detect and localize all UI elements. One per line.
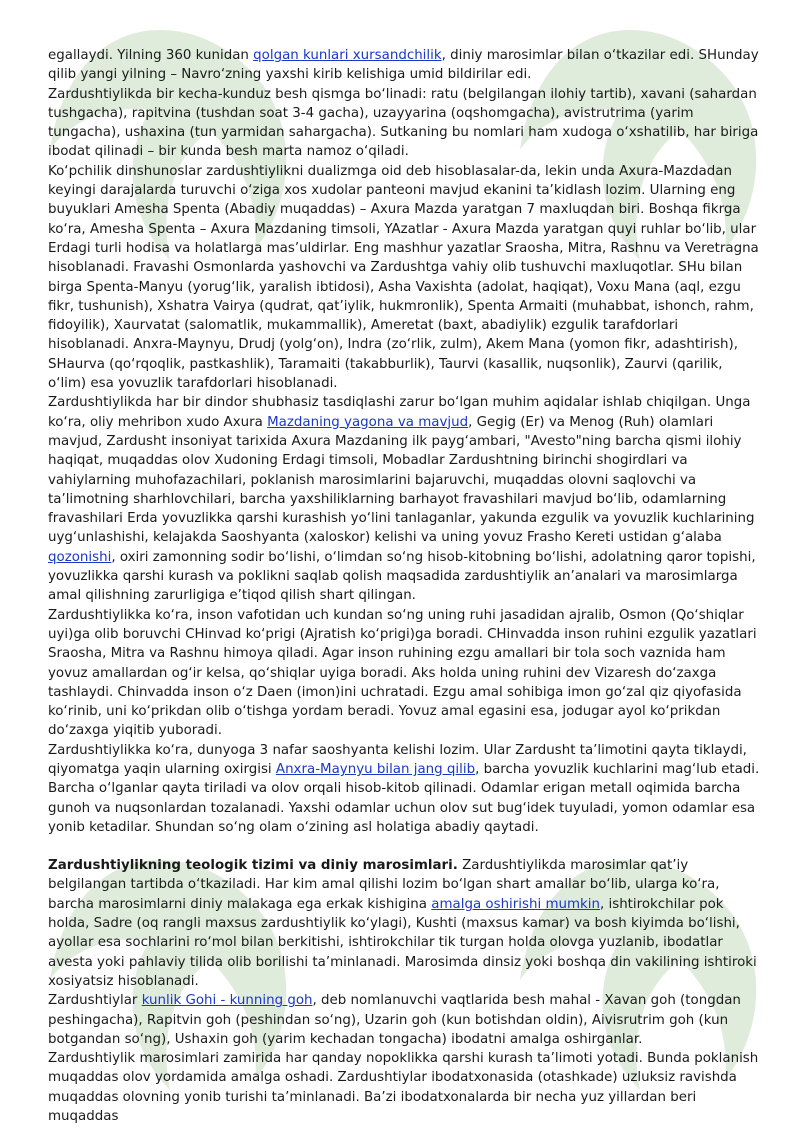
paragraph-3 — [48, 162, 760, 394]
paragraph-1-text-b: , diniy marosimlar bilan o‘tkazilar edi. SHunday qilib yangi yilning – Navro‘zning yaxshi kirib kelishiga umid bildirilar edi. — [48, 48, 759, 83]
paragraph-6-text-a: Zardushtiylikka ko‘ra, dunyoga 3 nafar saoshyanta kelishi lozim. Ular Zardusht ta’limotini qayta tiklaydi, qiyomatga yaqin ularning oxirgisi — [48, 742, 747, 777]
paragraph-6 — [48, 741, 760, 837]
paragraph-9 — [48, 1049, 760, 1126]
paragraph-7-text-a: Zardushtiylikda marosimlar qat’iy belgilangan tartibda o‘tkaziladi. Har kim amal qilishi lozim bo‘lgan shart amallar bo‘lib, ularga ko‘ra, barcha marosimlarni diniy malakaga ega erkak kishigina — [48, 858, 720, 912]
link-kunlik-gohi[interactable]: kunlik Gohi - kunning goh — [141, 993, 313, 1009]
link-qozonishi[interactable]: qozonishi — [48, 549, 112, 565]
paragraph-3-text: Ko‘pchilik dinshunoslar zardushtiylikni dualizmga oid deb hisoblasalar-da, lekin unda Axura-Mazdadan keyingi darajalarda turuvchi o‘ziga xos xudolar panteoni mavjud ekanini ta’kidlash lozim. Ularning eng buyuklari Amesha Spenta (Abadiy muqaddas) – Axura Mazda yaratgan 7 maxluqdan biri. Boshqa fikrga ko‘ra, Amesha Spenta – Axura Mazdaning timsoli, YAzatlar - Axura Mazda yaratgan quyi ruhlar bo‘lib, ular Erdagi turli hodisa va holatlarga mas’uldirlar. Eng mashhur yazatlar Sraosha, Mitra, Rashnu va Veretragna hisoblanadi. Fravashi Osmonlarda yashovchi va Zardushtga vahiy olib tushuvchi maxluqotlar. SHu bilan birga Spenta-Manyu (yorug‘lik, yaralish ibtidosi), Asha Vaxishta (adolat, haqiqat), Voxu Mana (aql, ezgu fikr, tushunish), Xshatra Vairya (qudrat, qat’iylik, hukmronlik), Spenta Armaiti (muhabbat, ishonch, rahm, fidoyilik), Xaurvatat (salomatlik, mukammallik), Ameretat (baxt, abadiylik) ezgulik tarafdorlari hisoblanadi. Anxra-Maynyu, Drudj (yolg‘on), Indra (zo‘rlik, zulm), Akem Mana (yomon fikr, adashtirish), SHaurva (qo‘rqoqlik, pastkashlik), Taramaiti (takabburlik), Taurvi (kasallik, nuqsonlik), Zaurvi (qarilik, o‘lim) esa yovuzlik tarafdorlari hisoblanadi. — [48, 163, 759, 392]
paragraph-8-text-a: Zardushtiylar — [48, 993, 142, 1009]
paragraph-gap — [48, 837, 760, 856]
paragraph-5 — [48, 606, 760, 741]
link-anxra-maynyu[interactable]: Anxra-Maynyu bilan jang qilib — [275, 761, 476, 777]
paragraph-1-text-a: egallaydi. Yilning 360 kunidan — [48, 48, 254, 63]
paragraph-7-text-b: , ishtirokchilar pok holda, Sadre (oq rangli maxsus zardushtiylik ko‘ylagi), Kushti (maxsus kamar) va bosh kiyimda bo‘lishi, ayollar esa sochlarini ro‘mol bilan berkitishi, ishtirokchilar tik turgan holda olovga yuzlanib, ibodatlar avesta yoki pahlaviy tilida olib borilishi ta’minlanadi. Marosimda dinsiz yoki boshqa din vakilining ishtiroki xosiyatsiz hisoblanadi. — [48, 896, 757, 989]
paragraph-8-text-b: , deb nomlanuvchi vaqtlarida besh mahal - Xavan goh (tongdan peshingacha), Rapitvin goh (peshindan so‘ng), Uzarin goh (kun botishdan oldin), Aivisrutrim goh (kun botgandan so‘ng), Ushaxin goh (yarim kechadan tongacha) ibodatni amalga oshirganlar. — [48, 993, 741, 1047]
link-amalga-oshirishi[interactable]: amalga oshirishi mumkin — [431, 896, 600, 912]
paragraph-8 — [48, 991, 760, 1049]
document-body — [48, 46, 760, 1126]
paragraph-2-text: Zardushtiylikda bir kecha-kunduz besh qismga bo‘linadi: ratu (belgilangan ilohiy tartib), xavani (sahardan tushgacha), rapitvina (tushdan soat 3-4 gacha), uzayyarina (oqshomgacha), avistrutrima (yarim tungacha), ushaxina (tun yarmidan sahargacha). Sutkaning bu nomlari ham xudoga o‘xshatilib, har biriga ibodat qilinadi – bir kunda besh marta namoz o‘qiladi. — [48, 86, 759, 160]
paragraph-4 — [48, 393, 760, 605]
paragraph-4-text-c: , oxiri zamonning sodir bo‘lishi, o‘limdan so‘ng hisob-kitobning bo‘lishi, adolatning qaror topishi, yovuzlikka qarshi kurash va poklikni saqlab qolish maqsadida zardushtiylik an’analari va marosimlarga amal qilishning zarurligiga e’tiqod qilish shart qilingan. — [48, 549, 756, 604]
paragraph-7 — [48, 856, 760, 991]
link-qolgan-kunlari[interactable]: qolgan kunlari xursandchilik — [253, 48, 442, 63]
paragraph-9-text: Zardushtiylik marosimlari zamirida har qanday nopoklikka qarshi kurash ta’limoti yotadi. Bunda poklanish muqaddas olov yordamida amalga oshadi. Zardushtiylar ibodatxonasida (otashkade) uzluksiz ravishda muqaddas olovning yonib turishi ta’minlanadi. Ba’zi ibodatxonalarda bir necha yuz yillardan beri muqaddas — [48, 1051, 759, 1125]
link-mazdaning-yagona[interactable]: Mazdaning yagona va mavjud — [267, 414, 469, 430]
paragraph-6-text-b: , barcha yovuzlik kuchlarini mag‘lub etadi. Barcha o‘lganlar qayta tiriladi va olov orqali hisob-kitob qilinadi. Odamlar erigan metall oqimida barcha gunoh va nuqsonlardan tozalanadi. Yaxshi odamlar uchun olov sut bug‘idek tuyuladi, yomon odamlar esa yonib ketadilar. Shundan so‘ng olam o‘zining asl holatiga abadiy qaytadi. — [48, 761, 760, 835]
paragraph-2 — [48, 85, 760, 162]
paragraph-5-text: Zardushtiylikka ko‘ra, inson vafotidan uch kundan so‘ng uning ruhi jasadidan ajralib, Osmon (Qo‘shiqlar uyi)ga olib boruvchi CHinvad ko‘prigi (Ajratish ko‘prigi)ga boradi. CHinvadda inson ruhini ezgulik yazatlari Sraosha, Mitra va Rashnu himoya qiladi. Agar inson ruhining ezgu amallari bir tola soch vaznida ham yovuz amallardan og‘ir kelsa, qo‘shiqlar uyiga boradi. Aks holda uning ruhini dev Vizaresh do‘zaxga tashlaydi. Chinvadda inson o‘z Daen (imon)ini uchratadi. Ezgu amal sohibiga imon go‘zal qiz qiyofasida ko‘rinib, uni ko‘prikdan olib o‘tishga yordam beradi. Yovuz amal egasini esa, jodugar ayol ko‘prikdan do‘zaxga yiqitib yuboradi. — [48, 607, 757, 739]
paragraph-1 — [48, 46, 760, 85]
section-heading: Zardushtiylikning teologik tizimi va diniy marosimlari. — [48, 858, 458, 874]
paragraph-4-text-a: Zardushtiylikda har bir dindor shubhasiz tasdiqlashi zarur bo‘lgan muhim aqidalar ishlab chiqilgan. Unga ko‘ra, oliy mehribon xudo Axura — [48, 395, 751, 430]
paragraph-4-text-b: , Gegig (Er) va Menog (Ruh) olamlari mavjud, Zardusht insoniyat tarixida Axura Mazdaning ilk payg‘ambari, "Avesto"ning barcha qismi ilohiy haqiqat, muqaddas olov Xudoning Erdagi timsoli, Mobadlar Zardushtning birinchi shogirdlari va vahiylarning muhofazachilari, poklanish marosimlarini bajaruvchi, muqaddas olovni saqlovchi va ta’limotning sharhlovchilari, barcha yaxshiliklarning barhayot fravashilari mavjud bo‘lib, odamlarning fravashilari Erda yovuzlikka qarshi kurashish yo‘lini tanlaganlar, yakunda ezgulik va yovuzlik kuchlarining uyg‘unlashishi, kelajakda Saoshyanta (xaloskor) kelishi va uning yovuz Frasho Kereti ustidan g‘alaba — [48, 414, 755, 546]
